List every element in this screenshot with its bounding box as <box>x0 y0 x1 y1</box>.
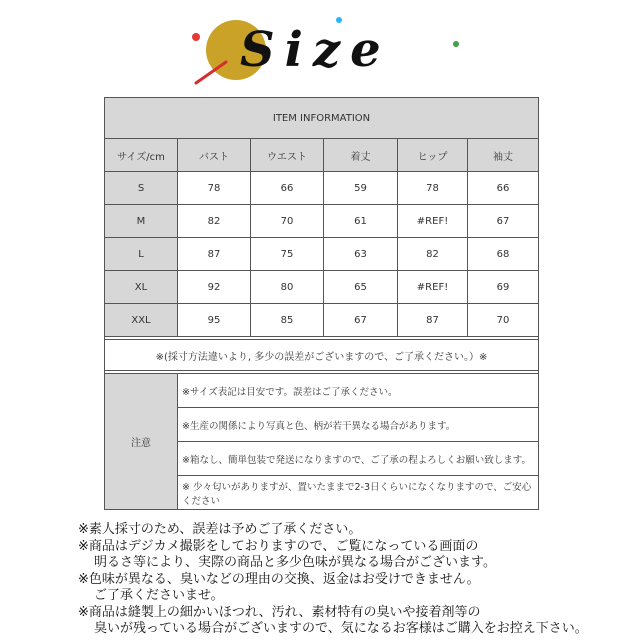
table-cell: 67 <box>468 205 539 238</box>
page-title: Size <box>240 22 391 78</box>
footer-note-line: ※色味が異なる、臭いなどの理由の交換、返金はお受けできません。 <box>78 571 480 587</box>
size-label: XXL <box>105 304 178 337</box>
table-cell: 75 <box>251 238 324 271</box>
table-row <box>105 205 539 238</box>
table-cell: 82 <box>178 205 251 238</box>
table-cell: 63 <box>324 238 398 271</box>
table-cell: 85 <box>251 304 324 337</box>
table-cell: 66 <box>468 172 539 205</box>
column-header: バスト <box>178 139 251 172</box>
table-cell: 95 <box>178 304 251 337</box>
column-header: ヒップ <box>398 139 468 172</box>
column-header: ウエスト <box>251 139 324 172</box>
note-item: ※ 少々匂いがありますが、置いたままで2-3日くらいになくなりますので、ご安心ください <box>178 476 539 510</box>
column-header: 袖丈 <box>468 139 539 172</box>
table-cell: 87 <box>178 238 251 271</box>
table-header-row <box>105 139 539 172</box>
size-table <box>104 97 539 510</box>
table-cell: 68 <box>468 238 539 271</box>
note-item: ※生産の関係により写真と色、柄が若干異なる場合があります。 <box>178 408 539 442</box>
table-cell: 67 <box>324 304 398 337</box>
table-cell: 70 <box>468 304 539 337</box>
table-cell: 82 <box>398 238 468 271</box>
table-cell: 87 <box>398 304 468 337</box>
table-cell: 66 <box>251 172 324 205</box>
note-item: ※サイズ表記は目安です。誤差はご了承ください。 <box>178 374 539 408</box>
column-header: サイズ/cm <box>105 139 178 172</box>
table-cell: 92 <box>178 271 251 304</box>
footer-note-line: 明るさ等により、実際の商品と多少色味が異なる場合がございます。 <box>94 555 496 570</box>
column-header: 着丈 <box>324 139 398 172</box>
table-cell: 65 <box>324 271 398 304</box>
size-header <box>0 0 640 95</box>
notes-label: 注意 <box>105 374 178 510</box>
footer-note-line: ※商品は縫製上の細かいほつれ、汚れ、素材特有の臭いや接着剤等の <box>78 604 481 620</box>
table-row <box>105 271 539 304</box>
footer-notes <box>78 522 598 638</box>
note-item: ※箱なし、簡単包装で発送になりますので、ご了承の程よろしくお願い致します。 <box>178 442 539 476</box>
table-row <box>105 238 539 271</box>
size-label: M <box>105 205 178 238</box>
size-label: XL <box>105 271 178 304</box>
size-label: S <box>105 172 178 205</box>
table-row <box>105 172 539 205</box>
table-row <box>105 304 539 337</box>
table-cell: #REF! <box>398 271 468 304</box>
green-dot-icon <box>453 41 459 47</box>
measurement-note: ※(採寸方法違いより, 多少の誤差がございますので、ご了承ください。）※ <box>105 340 539 371</box>
footer-note-line: ※商品はデジカメ撮影をしておりますので、ご覧になっている画面の <box>78 538 479 554</box>
table-cell: 80 <box>251 271 324 304</box>
footer-note-line: ご了承くださいませ。 <box>94 588 224 603</box>
table-cell: 70 <box>251 205 324 238</box>
table-cell: #REF! <box>398 205 468 238</box>
footer-note-line: ※素人採寸のため、誤差は予めご了承ください。 <box>78 522 362 537</box>
item-information-title: ITEM INFORMATION <box>105 98 539 139</box>
red-dot-icon <box>192 33 200 41</box>
table-cell: 78 <box>178 172 251 205</box>
table-cell: 61 <box>324 205 398 238</box>
table-cell: 59 <box>324 172 398 205</box>
size-label: L <box>105 238 178 271</box>
table-cell: 69 <box>468 271 539 304</box>
footer-note-line: 臭いが残っている場合がございますので、気になるお客様はご購入をお控え下さい。 <box>94 621 588 636</box>
table-cell: 78 <box>398 172 468 205</box>
